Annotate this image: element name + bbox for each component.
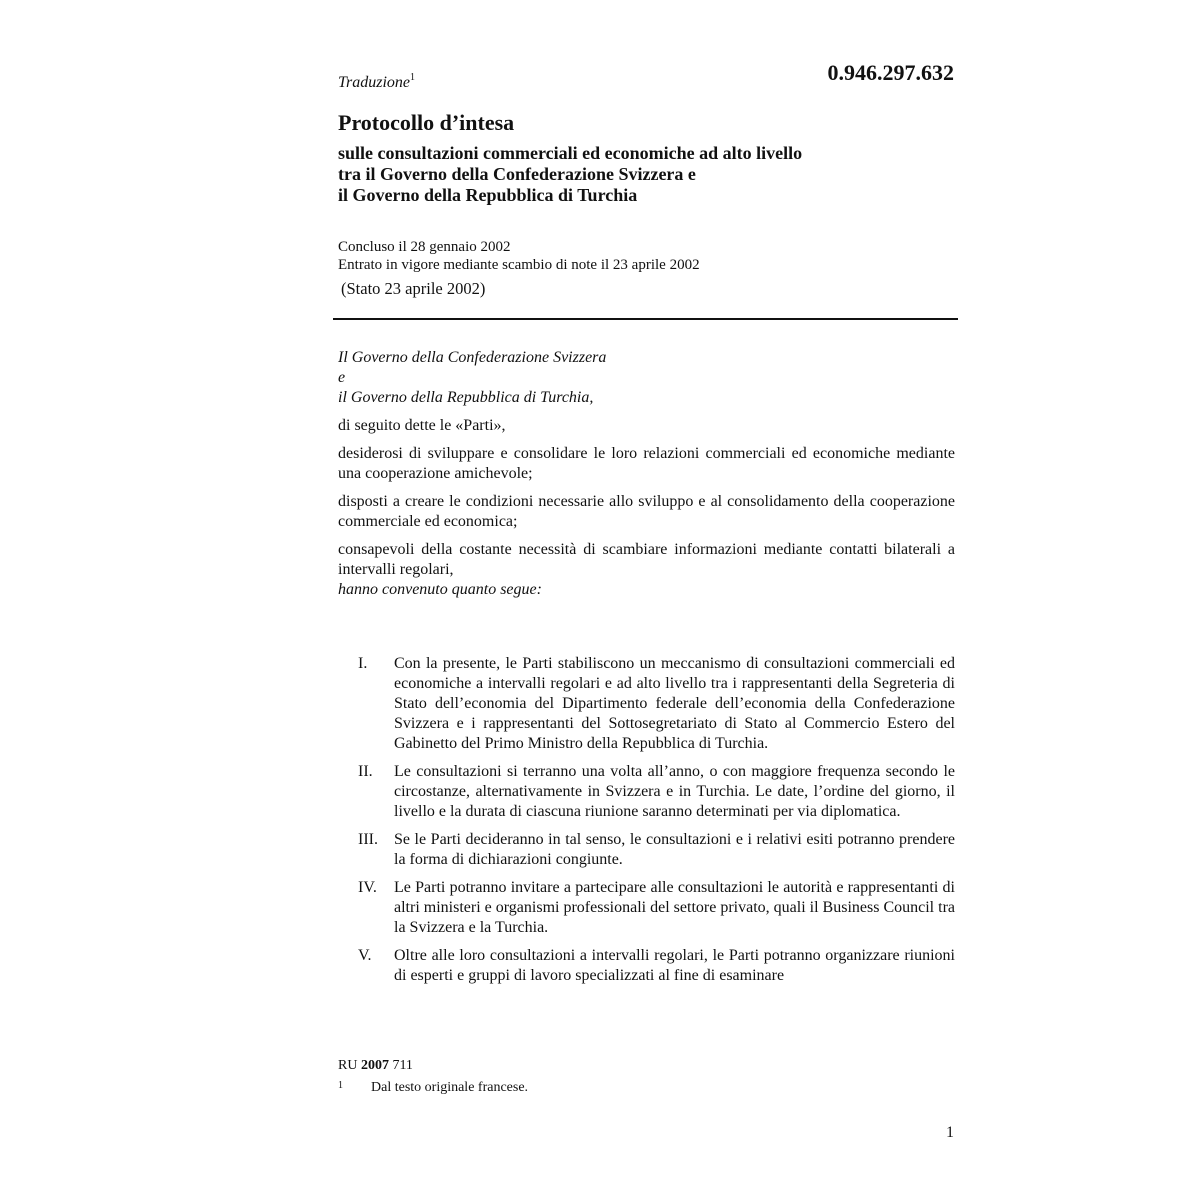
subtitle-line: sulle consultazioni commerciali ed economiche ad alto livello [338,143,803,163]
article-text: Oltre alle loro consultazioni a intervalli regolari, le Parti potranno organizzare riunioni di esperti e gruppi di lavoro specializzati al fine di esaminare [394,947,955,984]
sr-number: 0.946.297.632 [827,60,954,85]
recital: consapevoli della costante necessità di scambiare informazioni mediante contatti bilaterali a intervalli regolari, [338,541,955,578]
subtitle-line: tra il Governo della Confederazione Svizzera e [338,164,696,184]
party-one: Il Governo della Confederazione Svizzera [338,349,607,366]
translation-label: Traduzione$^1$ [338,72,416,91]
article-number: V. [358,947,372,964]
status-date: (Stato 23 aprile 2002) [341,279,486,298]
article-number: I. [358,655,368,672]
article-item [358,654,955,754]
article-number: II. [358,763,373,780]
subtitle-line: il Governo della Repubblica di Turchia [338,185,638,205]
article-number: IV. [358,879,377,896]
document-title: Protocollo d’intesa [338,110,515,135]
document-meta [338,238,700,274]
articles-list [358,654,955,994]
article-text: Le Parti potranno invitare a partecipare alle consultazioni le autorità e rappresentanti di altri ministeri e organismi professionali del settore privato, quali il Business Council tra la Svizzera e la Turchia. [394,879,955,936]
concluded-date: Concluso il 28 gennaio 2002 [338,239,511,255]
footnote-text: Dal testo originale francese. [371,1080,529,1095]
entry-into-force: Entrato in vigore mediante scambio di note il 23 aprile 2002 [338,257,700,273]
agreement-clause: hanno convenuto quanto segue: [338,581,542,598]
preamble [338,348,955,600]
party-two: il Governo della Repubblica di Turchia, [338,389,594,406]
parties-designation: di seguito dette le «Parti», [338,417,506,434]
separator-rule [333,318,958,320]
page-number: 1 [946,1124,954,1141]
conjunction: e [338,369,346,386]
article-number: III. [358,831,378,848]
footnote [338,1080,528,1096]
article-text: Se le Parti decideranno in tal senso, le consultazioni e i relativi esiti potranno prendere la forma di dichiarazioni congiunte. [394,831,955,868]
article-item [358,878,955,938]
footnote-reference: 1 [410,72,416,83]
article-item [358,830,955,870]
article-text: Le consultazioni si terranno una volta all’anno, o con maggiore frequenza secondo le circostanze, alternativamente in Svizzera e in Turchia. Le date, l’ordine del giorno, il livello e la durata di ciascuna riunione saranno determinati per via diplomatica. [394,763,955,820]
official-compilation-reference: RU 2007 711 [338,1058,413,1073]
document-subtitle [338,143,802,206]
recital: disposti a creare le condizioni necessarie allo sviluppo e al consolidamento della cooperazione commerciale ed economica; [338,493,955,530]
article-text: Con la presente, le Parti stabiliscono un meccanismo di consultazioni commerciali ed economiche a intervalli regolari e ad alto livello tra i rappresentanti della Segreteria di Stato dell’economia del Dipartimento federale dell’economia della Confederazione Svizzera e i rappresentanti del Sottosegretariato di Stato al Commercio Estero del Gabinetto del Primo Ministro della Repubblica di Turchia. [394,655,955,752]
article-item [358,946,955,986]
footnote-mark: 1 [338,1080,343,1091]
article-item [358,762,955,822]
recital: desiderosi di sviluppare e consolidare le loro relazioni commerciali ed economiche mediante una cooperazione amichevole; [338,445,955,482]
